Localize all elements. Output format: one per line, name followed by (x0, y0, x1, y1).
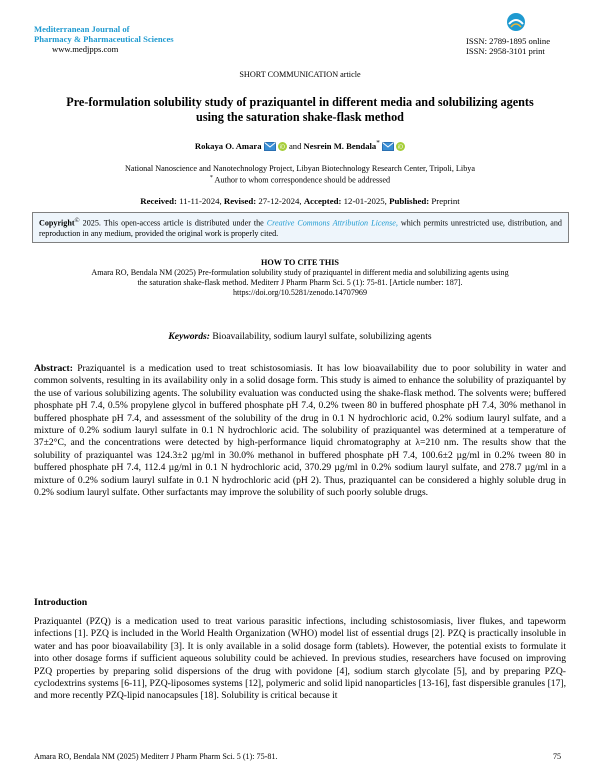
license-link[interactable]: Creative Commons Attribution License, (266, 218, 398, 228)
svg-text:iD: iD (397, 144, 404, 151)
author-connector: and (288, 140, 302, 151)
issn-block (466, 36, 550, 56)
keywords (0, 331, 600, 342)
introduction-text: Praziquantel (PZQ) is a medication used to treat various parasitic infections, including schistosomiasis, liver flukes, and tapeworm infections [1]. PZQ is included in the World Health Organization (WHO) model list of essential drugs [2]. PZQ is practically insoluble in water and has poor bioavailability [3]. It is only available in a solid dosage form (tablets). However, the potential exists to formulate it into other dosage forms if sufficient aqueous solubility could be achieved. In previous studies, researchers have focused on improving PZQ properties by preparing solid dispersions of the drug with povidone [4], sodium starch glycolate [5], and by preparing PZQ-cyclodextrins systems [6-11], PZQ-liposomes systems [12], polymeric and solid lipid nanoparticles [13-16], fast dispersible granules [17], and more recently PZQ-lipid nanocapsules [18]. Solubility is critical because it (34, 616, 566, 702)
accepted-date: 12-01-2025, (343, 196, 387, 206)
correspondence-note: * Author to whom correspondence should be addressed (209, 174, 391, 185)
affiliation-institution: National Nanoscience and Nanotechnology Project, Libyan Biotechnology Research Center, Tripoli, Libya (124, 164, 476, 173)
article-type: SHORT COMMUNICATION article (239, 70, 361, 79)
author-list (0, 139, 600, 151)
issn-print: ISSN: 2958-3101 print (466, 46, 545, 56)
journal-website-link[interactable]: www.medjpps.com (52, 44, 119, 54)
corresponding-mark: * (376, 139, 380, 147)
orcid-icon[interactable] (278, 142, 287, 151)
journal-logo-icon (505, 12, 527, 32)
affiliation (0, 164, 600, 185)
introduction-heading: Introduction (34, 597, 88, 608)
author-1: Rokaya O. Amara (194, 140, 262, 151)
abstract-text: Praziquantel is a medication used to treat schistosomiasis. It has low bioavailability due to poor solubility in water and common solvents, resulting in its availability only in a solid dosage form. This study is aimed to enhance the solubility of praziquantel by the use of various solubilizing agents. The solubility evaluation was conducted using the shake-flask method. The solvents were; buffered phosphate pH 7.4, 0.5% propylene glycol in buffered phosphate pH 7.4, 0.2% tween 80 in buffered phosphate pH 7.4, 30% methanol in buffered phosphate pH 7.4, and assessment of the solubility of the drug in 0.1 N hydrochloric acid, 0.2% sodium lauryl sulfate, and a mixture of 0.2% sodium lauryl sulfate in 0.1 N hydrochloric acid. The solubility of praziquantel was determined at a temperature of 37±2°C, and the concentrations were detected by high-performance liquid chromatography at λ=210 nm. The results show that the solubility of praziquantel was 124.3±2 µg/ml in 30.0% methanol in buffered phosphate pH 7.4, 100.6±2 µg/ml in 0.2% tween 80 in buffered phosphate pH 7.4, 112.4 µg/ml in 0.1 N hydrochloric acid, 370.29 µg/ml in 0.2% sodium lauryl sulfate, and 278.7 µg/ml in a mixture of 0.2% sodium lauryl sulfate in 0.1 N hydrochloric acid (pH 2). Thus, praziquantel can be considered a highly soluble drug in 0.2% sodium lauryl sulfate. Other surfactants may improve the solubility of such poorly soluble drugs. (34, 363, 566, 499)
footer-citation: Amara RO, Bendala NM (2025) Mediterr J Pharm Pharm Sci. 5 (1): 75-81. (34, 752, 278, 761)
received-date: 11-11-2024, (179, 196, 222, 206)
abstract-label: Abstract: (34, 363, 73, 374)
keywords-text: Bioavailability, sodium lauryl sulfate, solubilizing agents (212, 331, 432, 342)
article-dates: Received: 11-11-2024, Revised: 27-12-2024, Accepted: 12-01-2025, Published: Preprint (140, 196, 460, 206)
journal-header (34, 24, 294, 54)
email-icon[interactable] (382, 142, 394, 151)
email-icon[interactable] (264, 142, 276, 151)
doi-link[interactable]: https://doi.org/10.5281/zenodo.14707969 (232, 288, 368, 297)
journal-name-line2: Pharmacy & Pharmaceutical Sciences (34, 34, 174, 44)
page-number: 75 (553, 752, 562, 761)
article-title: Pre-formulation solubility study of praziquantel in different media and solubilizing agents using the saturation shake-flask method (66, 95, 534, 124)
issn-online: ISSN: 2789-1895 online (466, 36, 551, 46)
journal-name-line1: Mediterranean Journal of (34, 24, 130, 34)
published-status: Preprint (431, 196, 460, 206)
abstract (34, 363, 566, 499)
copyright-label: Copyright (39, 218, 75, 228)
svg-text:iD: iD (279, 144, 285, 151)
orcid-icon[interactable] (396, 142, 405, 151)
keywords-label: Keywords: (168, 331, 210, 342)
revised-date: 27-12-2024, (258, 196, 302, 206)
citation-block: Amara RO, Bendala NM (2025) Pre-formulation solubility study of praziquantel in different media and solubilizing agents using the saturation shake-flask method. Mediterr J Pharm Pharm Sci. 5 (1): 75-81. [Article number: 187]. https://doi.org/10.5281/zenodo.14707969 (60, 268, 540, 298)
copyright-box: Copyright© 2025. This open-access article is distributed under the Creative Commons Attribution License, which permits unrestricted use, distribution, and reproduction in any medium, provided the original work is properly cited. (32, 212, 569, 243)
how-to-cite-heading: HOW TO CITE THIS (261, 258, 339, 267)
author-2: Nesrein M. Bendala (303, 140, 377, 151)
